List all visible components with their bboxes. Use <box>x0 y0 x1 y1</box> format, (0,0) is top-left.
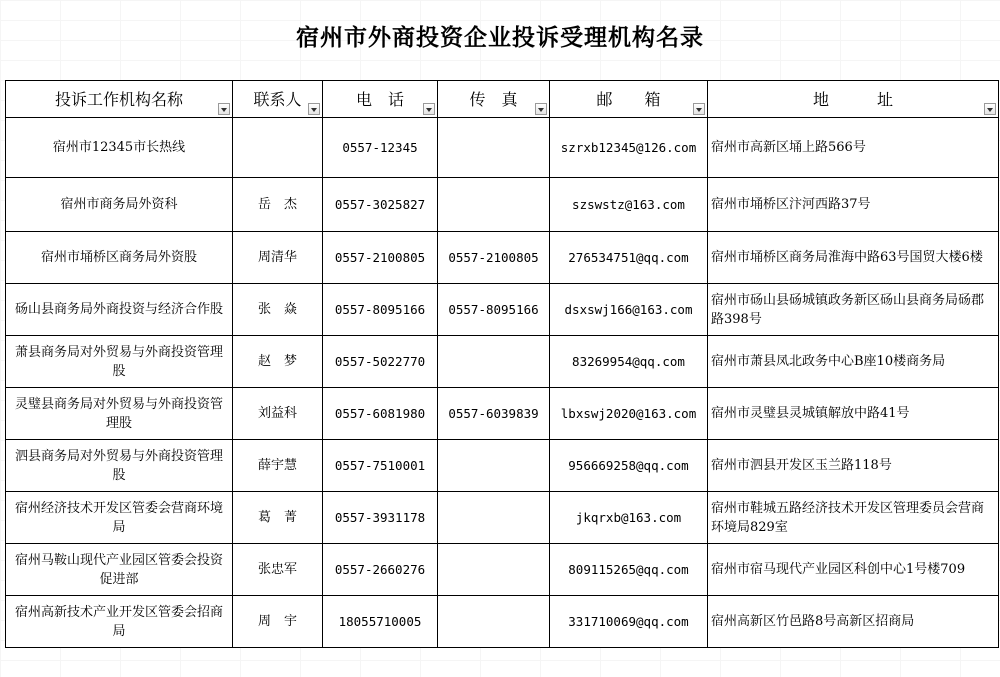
phone-cell[interactable]: 0557-8095166 <box>323 284 438 336</box>
contact-cell[interactable]: 岳 杰 <box>233 178 323 232</box>
header-phone: 电 话 <box>323 81 438 118</box>
header-address: 地 址 <box>708 81 999 118</box>
table-row <box>6 492 999 544</box>
table-row <box>6 178 999 232</box>
fax-cell[interactable] <box>438 178 550 232</box>
phone-cell[interactable]: 0557-3931178 <box>323 492 438 544</box>
agency-name-cell[interactable]: 砀山县商务局外商投资与经济合作股 <box>6 284 233 336</box>
table-row <box>6 544 999 596</box>
agency-name-cell[interactable]: 灵璧县商务局对外贸易与外商投资管理股 <box>6 388 233 440</box>
filter-dropdown-icon[interactable] <box>535 103 547 115</box>
phone-cell[interactable]: 0557-3025827 <box>323 178 438 232</box>
contact-cell[interactable]: 薛宇慧 <box>233 440 323 492</box>
agency-name-cell[interactable]: 泗县商务局对外贸易与外商投资管理股 <box>6 440 233 492</box>
email-cell[interactable]: szswstz@163.com <box>550 178 708 232</box>
fax-cell[interactable]: 0557-6039839 <box>438 388 550 440</box>
phone-cell[interactable]: 0557-12345 <box>323 118 438 178</box>
email-cell[interactable]: 83269954@qq.com <box>550 336 708 388</box>
fax-cell[interactable] <box>438 596 550 648</box>
contact-cell[interactable]: 张 焱 <box>233 284 323 336</box>
table-row <box>6 232 999 284</box>
table-row <box>6 388 999 440</box>
filter-dropdown-icon[interactable] <box>423 103 435 115</box>
header-fax: 传 真 <box>438 81 550 118</box>
address-cell[interactable]: 宿州高新区竹邑路8号高新区招商局 <box>708 596 999 648</box>
contact-cell[interactable]: 赵 梦 <box>233 336 323 388</box>
header-row <box>6 81 999 118</box>
agency-name-cell[interactable]: 萧县商务局对外贸易与外商投资管理股 <box>6 336 233 388</box>
fax-cell[interactable] <box>438 118 550 178</box>
email-cell[interactable]: lbxswj2020@163.com <box>550 388 708 440</box>
phone-cell[interactable]: 0557-2100805 <box>323 232 438 284</box>
fax-cell[interactable]: 0557-8095166 <box>438 284 550 336</box>
phone-cell[interactable]: 0557-6081980 <box>323 388 438 440</box>
email-cell[interactable]: jkqrxb@163.com <box>550 492 708 544</box>
fax-cell[interactable] <box>438 492 550 544</box>
filter-dropdown-icon[interactable] <box>218 103 230 115</box>
address-cell[interactable]: 宿州市泗县开发区玉兰路118号 <box>708 440 999 492</box>
agency-name-cell[interactable]: 宿州市12345市长热线 <box>6 118 233 178</box>
fax-cell[interactable]: 0557-2100805 <box>438 232 550 284</box>
agency-name-cell[interactable]: 宿州经济技术开发区管委会营商环境局 <box>6 492 233 544</box>
table-row <box>6 440 999 492</box>
complaint-agency-table <box>5 80 999 648</box>
email-cell[interactable]: 276534751@qq.com <box>550 232 708 284</box>
header-email: 邮 箱 <box>550 81 708 118</box>
address-cell[interactable]: 宿州市萧县凤北政务中心B座10楼商务局 <box>708 336 999 388</box>
contact-cell[interactable]: 周清华 <box>233 232 323 284</box>
table-row <box>6 118 999 178</box>
filter-dropdown-icon[interactable] <box>984 103 996 115</box>
contact-cell[interactable]: 刘益科 <box>233 388 323 440</box>
phone-cell[interactable]: 18055710005 <box>323 596 438 648</box>
fax-cell[interactable] <box>438 336 550 388</box>
address-cell[interactable]: 宿州市埇桥区汴河西路37号 <box>708 178 999 232</box>
email-cell[interactable]: 809115265@qq.com <box>550 544 708 596</box>
phone-cell[interactable]: 0557-2660276 <box>323 544 438 596</box>
agency-name-cell[interactable]: 宿州高新技术产业开发区管委会招商局 <box>6 596 233 648</box>
address-cell[interactable]: 宿州市鞋城五路经济技术开发区管理委员会营商环境局829室 <box>708 492 999 544</box>
table-row <box>6 596 999 648</box>
email-cell[interactable]: dsxswj166@163.com <box>550 284 708 336</box>
agency-name-cell[interactable]: 宿州市商务局外资科 <box>6 178 233 232</box>
fax-cell[interactable] <box>438 440 550 492</box>
table-row <box>6 284 999 336</box>
filter-dropdown-icon[interactable] <box>308 103 320 115</box>
contact-cell[interactable]: 张忠军 <box>233 544 323 596</box>
email-cell[interactable]: 331710069@qq.com <box>550 596 708 648</box>
phone-cell[interactable]: 0557-5022770 <box>323 336 438 388</box>
header-contact: 联系人 <box>233 81 323 118</box>
agency-name-cell[interactable]: 宿州市埇桥区商务局外资股 <box>6 232 233 284</box>
contact-cell[interactable] <box>233 118 323 178</box>
agency-name-cell[interactable]: 宿州马鞍山现代产业园区管委会投资促进部 <box>6 544 233 596</box>
phone-cell[interactable]: 0557-7510001 <box>323 440 438 492</box>
contact-cell[interactable]: 周 宇 <box>233 596 323 648</box>
address-cell[interactable]: 宿州市灵璧县灵城镇解放中路41号 <box>708 388 999 440</box>
fax-cell[interactable] <box>438 544 550 596</box>
address-cell[interactable]: 宿州市砀山县砀城镇政务新区砀山县商务局砀郡路398号 <box>708 284 999 336</box>
email-cell[interactable]: szrxb12345@126.com <box>550 118 708 178</box>
address-cell[interactable]: 宿州市埇桥区商务局淮海中路63号国贸大楼6楼 <box>708 232 999 284</box>
address-cell[interactable]: 宿州市宿马现代产业园区科创中心1号楼709 <box>708 544 999 596</box>
filter-dropdown-icon[interactable] <box>693 103 705 115</box>
address-cell[interactable]: 宿州市高新区埇上路566号 <box>708 118 999 178</box>
email-cell[interactable]: 956669258@qq.com <box>550 440 708 492</box>
page-title: 宿州市外商投资企业投诉受理机构名录 <box>296 24 704 51</box>
table-row <box>6 336 999 388</box>
header-agency-name: 投诉工作机构名称 <box>6 81 233 118</box>
contact-cell[interactable]: 葛 菁 <box>233 492 323 544</box>
